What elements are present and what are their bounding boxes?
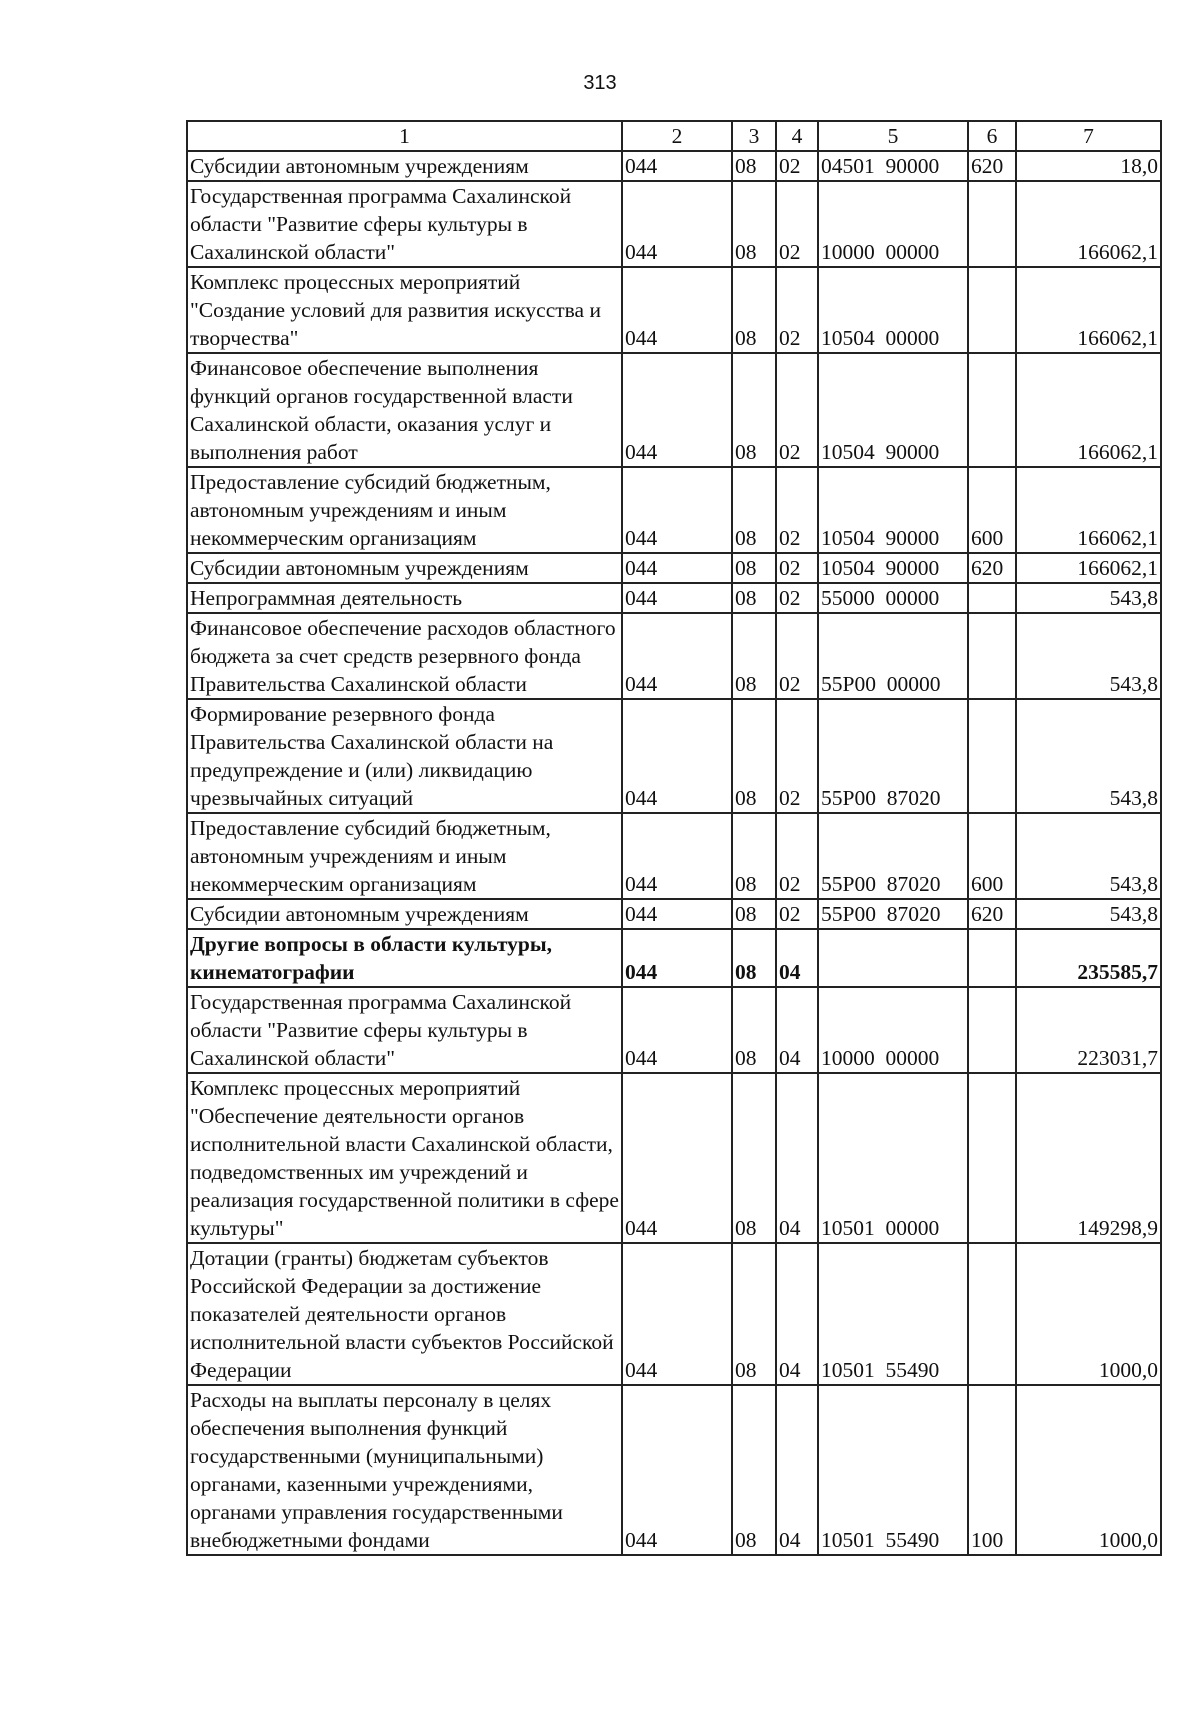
cell-csr-code: 10000 00000 — [818, 987, 968, 1073]
table-row — [187, 553, 1161, 583]
cell-gr-code: 044 — [622, 699, 732, 813]
col-header-7: 7 — [1016, 121, 1161, 151]
cell-vr-code — [968, 353, 1016, 467]
table-row — [187, 1385, 1161, 1555]
cell-item-name: Субсидии автономным учреждениям — [187, 151, 622, 181]
cell-pr-code: 02 — [776, 353, 818, 467]
cell-gr-code: 044 — [622, 1243, 732, 1385]
table-row — [187, 151, 1161, 181]
table-row — [187, 467, 1161, 553]
cell-gr-code: 044 — [622, 583, 732, 613]
cell-rz-code: 08 — [732, 583, 776, 613]
table-row — [187, 699, 1161, 813]
cell-vr-code — [968, 583, 1016, 613]
cell-vr-code — [968, 699, 1016, 813]
cell-gr-code: 044 — [622, 553, 732, 583]
cell-vr-code — [968, 1243, 1016, 1385]
table-row — [187, 181, 1161, 267]
cell-vr-code: 600 — [968, 467, 1016, 553]
cell-gr-code: 044 — [622, 1385, 732, 1555]
cell-gr-code: 044 — [622, 467, 732, 553]
cell-item-name: Дотации (гранты) бюджетам субъектов Российской Федерации за достижение показателей деятельности органов исполнительной власти субъектов Российской Федерации — [187, 1243, 622, 1385]
cell-amount: 1000,0 — [1016, 1385, 1161, 1555]
cell-rz-code: 08 — [732, 353, 776, 467]
cell-item-name: Расходы на выплаты персоналу в целях обеспечения выполнения функций государственными (муниципальными) органами, казенными учреждениями, органами управления государственными внебюджетными фондами — [187, 1385, 622, 1555]
table-row — [187, 1073, 1161, 1243]
cell-vr-code — [968, 267, 1016, 353]
cell-csr-code: 10504 90000 — [818, 553, 968, 583]
cell-amount: 543,8 — [1016, 813, 1161, 899]
cell-pr-code: 02 — [776, 267, 818, 353]
cell-amount: 166062,1 — [1016, 467, 1161, 553]
cell-pr-code: 04 — [776, 1385, 818, 1555]
cell-pr-code: 02 — [776, 813, 818, 899]
cell-amount: 1000,0 — [1016, 1243, 1161, 1385]
cell-amount: 543,8 — [1016, 699, 1161, 813]
cell-csr-code: 55Р00 00000 — [818, 613, 968, 699]
cell-gr-code: 044 — [622, 181, 732, 267]
cell-gr-code: 044 — [622, 899, 732, 929]
col-header-3: 3 — [732, 121, 776, 151]
cell-vr-code: 620 — [968, 899, 1016, 929]
cell-pr-code: 04 — [776, 1073, 818, 1243]
cell-amount: 235585,7 — [1016, 929, 1161, 987]
table-row — [187, 929, 1161, 987]
cell-vr-code: 600 — [968, 813, 1016, 899]
cell-gr-code: 044 — [622, 987, 732, 1073]
cell-amount: 166062,1 — [1016, 553, 1161, 583]
cell-amount: 543,8 — [1016, 583, 1161, 613]
cell-csr-code: 55Р00 87020 — [818, 813, 968, 899]
cell-item-name: Другие вопросы в области культуры, кинематографии — [187, 929, 622, 987]
col-header-2: 2 — [622, 121, 732, 151]
cell-pr-code: 02 — [776, 613, 818, 699]
table-row — [187, 267, 1161, 353]
table-body — [187, 151, 1161, 1555]
cell-rz-code: 08 — [732, 699, 776, 813]
cell-item-name: Финансовое обеспечение расходов областного бюджета за счет средств резервного фонда Правительства Сахалинской области — [187, 613, 622, 699]
cell-pr-code: 02 — [776, 467, 818, 553]
table-row — [187, 613, 1161, 699]
col-header-1: 1 — [187, 121, 622, 151]
cell-rz-code: 08 — [732, 1385, 776, 1555]
cell-rz-code: 08 — [732, 899, 776, 929]
cell-item-name: Субсидии автономным учреждениям — [187, 553, 622, 583]
cell-gr-code: 044 — [622, 813, 732, 899]
cell-vr-code — [968, 1073, 1016, 1243]
table-row — [187, 899, 1161, 929]
cell-rz-code: 08 — [732, 267, 776, 353]
cell-csr-code: 55Р00 87020 — [818, 699, 968, 813]
cell-pr-code: 02 — [776, 899, 818, 929]
cell-csr-code: 10504 00000 — [818, 267, 968, 353]
cell-pr-code: 02 — [776, 699, 818, 813]
cell-vr-code — [968, 929, 1016, 987]
cell-csr-code: 10501 00000 — [818, 1073, 968, 1243]
cell-pr-code: 04 — [776, 1243, 818, 1385]
cell-amount: 166062,1 — [1016, 181, 1161, 267]
cell-item-name: Государственная программа Сахалинской области "Развитие сферы культуры в Сахалинской области" — [187, 181, 622, 267]
cell-rz-code: 08 — [732, 181, 776, 267]
cell-gr-code: 044 — [622, 267, 732, 353]
cell-rz-code: 08 — [732, 1073, 776, 1243]
cell-csr-code: 10504 90000 — [818, 467, 968, 553]
cell-gr-code: 044 — [622, 353, 732, 467]
cell-rz-code: 08 — [732, 613, 776, 699]
cell-csr-code: 04501 90000 — [818, 151, 968, 181]
col-header-4: 4 — [776, 121, 818, 151]
cell-amount: 543,8 — [1016, 899, 1161, 929]
cell-rz-code: 08 — [732, 1243, 776, 1385]
cell-item-name: Государственная программа Сахалинской области "Развитие сферы культуры в Сахалинской области" — [187, 987, 622, 1073]
table-row — [187, 987, 1161, 1073]
cell-rz-code: 08 — [732, 929, 776, 987]
cell-amount: 166062,1 — [1016, 267, 1161, 353]
cell-vr-code: 620 — [968, 553, 1016, 583]
cell-csr-code — [818, 929, 968, 987]
table-row — [187, 353, 1161, 467]
cell-csr-code: 10501 55490 — [818, 1243, 968, 1385]
cell-item-name: Непрограммная деятельность — [187, 583, 622, 613]
cell-gr-code: 044 — [622, 1073, 732, 1243]
cell-vr-code — [968, 613, 1016, 699]
cell-item-name: Предоставление субсидий бюджетным, автономным учреждениям и иным некоммерческим организациям — [187, 813, 622, 899]
cell-item-name: Комплекс процессных мероприятий "Создание условий для развития искусства и творчества" — [187, 267, 622, 353]
page-number: 313 — [583, 72, 617, 94]
cell-rz-code: 08 — [732, 151, 776, 181]
cell-amount: 166062,1 — [1016, 353, 1161, 467]
cell-vr-code: 620 — [968, 151, 1016, 181]
cell-amount: 18,0 — [1016, 151, 1161, 181]
cell-rz-code: 08 — [732, 553, 776, 583]
cell-item-name: Финансовое обеспечение выполнения функций органов государственной власти Сахалинской области, оказания услуг и выполнения работ — [187, 353, 622, 467]
cell-item-name: Комплекс процессных мероприятий "Обеспечение деятельности органов исполнительной власти Сахалинской области, подведомственных им учреждений и реализация государственной политики в сфере культуры" — [187, 1073, 622, 1243]
cell-item-name: Формирование резервного фонда Правительства Сахалинской области на предупреждение и (или) ликвидацию чрезвычайных ситуаций — [187, 699, 622, 813]
col-header-5: 5 — [818, 121, 968, 151]
cell-rz-code: 08 — [732, 467, 776, 553]
cell-csr-code: 10504 90000 — [818, 353, 968, 467]
cell-pr-code: 02 — [776, 553, 818, 583]
cell-pr-code: 04 — [776, 987, 818, 1073]
cell-gr-code: 044 — [622, 929, 732, 987]
cell-csr-code: 10501 55490 — [818, 1385, 968, 1555]
cell-gr-code: 044 — [622, 613, 732, 699]
cell-item-name: Предоставление субсидий бюджетным, автономным учреждениям и иным некоммерческим организациям — [187, 467, 622, 553]
cell-pr-code: 02 — [776, 181, 818, 267]
cell-amount: 223031,7 — [1016, 987, 1161, 1073]
cell-pr-code: 02 — [776, 583, 818, 613]
col-header-6: 6 — [968, 121, 1016, 151]
cell-rz-code: 08 — [732, 813, 776, 899]
cell-pr-code: 02 — [776, 151, 818, 181]
header-row — [187, 121, 1161, 151]
cell-amount: 543,8 — [1016, 613, 1161, 699]
cell-pr-code: 04 — [776, 929, 818, 987]
cell-csr-code: 55000 00000 — [818, 583, 968, 613]
cell-gr-code: 044 — [622, 151, 732, 181]
cell-csr-code: 55Р00 87020 — [818, 899, 968, 929]
table-row — [187, 813, 1161, 899]
cell-vr-code: 100 — [968, 1385, 1016, 1555]
budget-table — [186, 120, 1162, 1556]
table-row — [187, 583, 1161, 613]
cell-rz-code: 08 — [732, 987, 776, 1073]
cell-item-name: Субсидии автономным учреждениям — [187, 899, 622, 929]
cell-vr-code — [968, 987, 1016, 1073]
table-row — [187, 1243, 1161, 1385]
cell-vr-code — [968, 181, 1016, 267]
cell-csr-code: 10000 00000 — [818, 181, 968, 267]
cell-amount: 149298,9 — [1016, 1073, 1161, 1243]
